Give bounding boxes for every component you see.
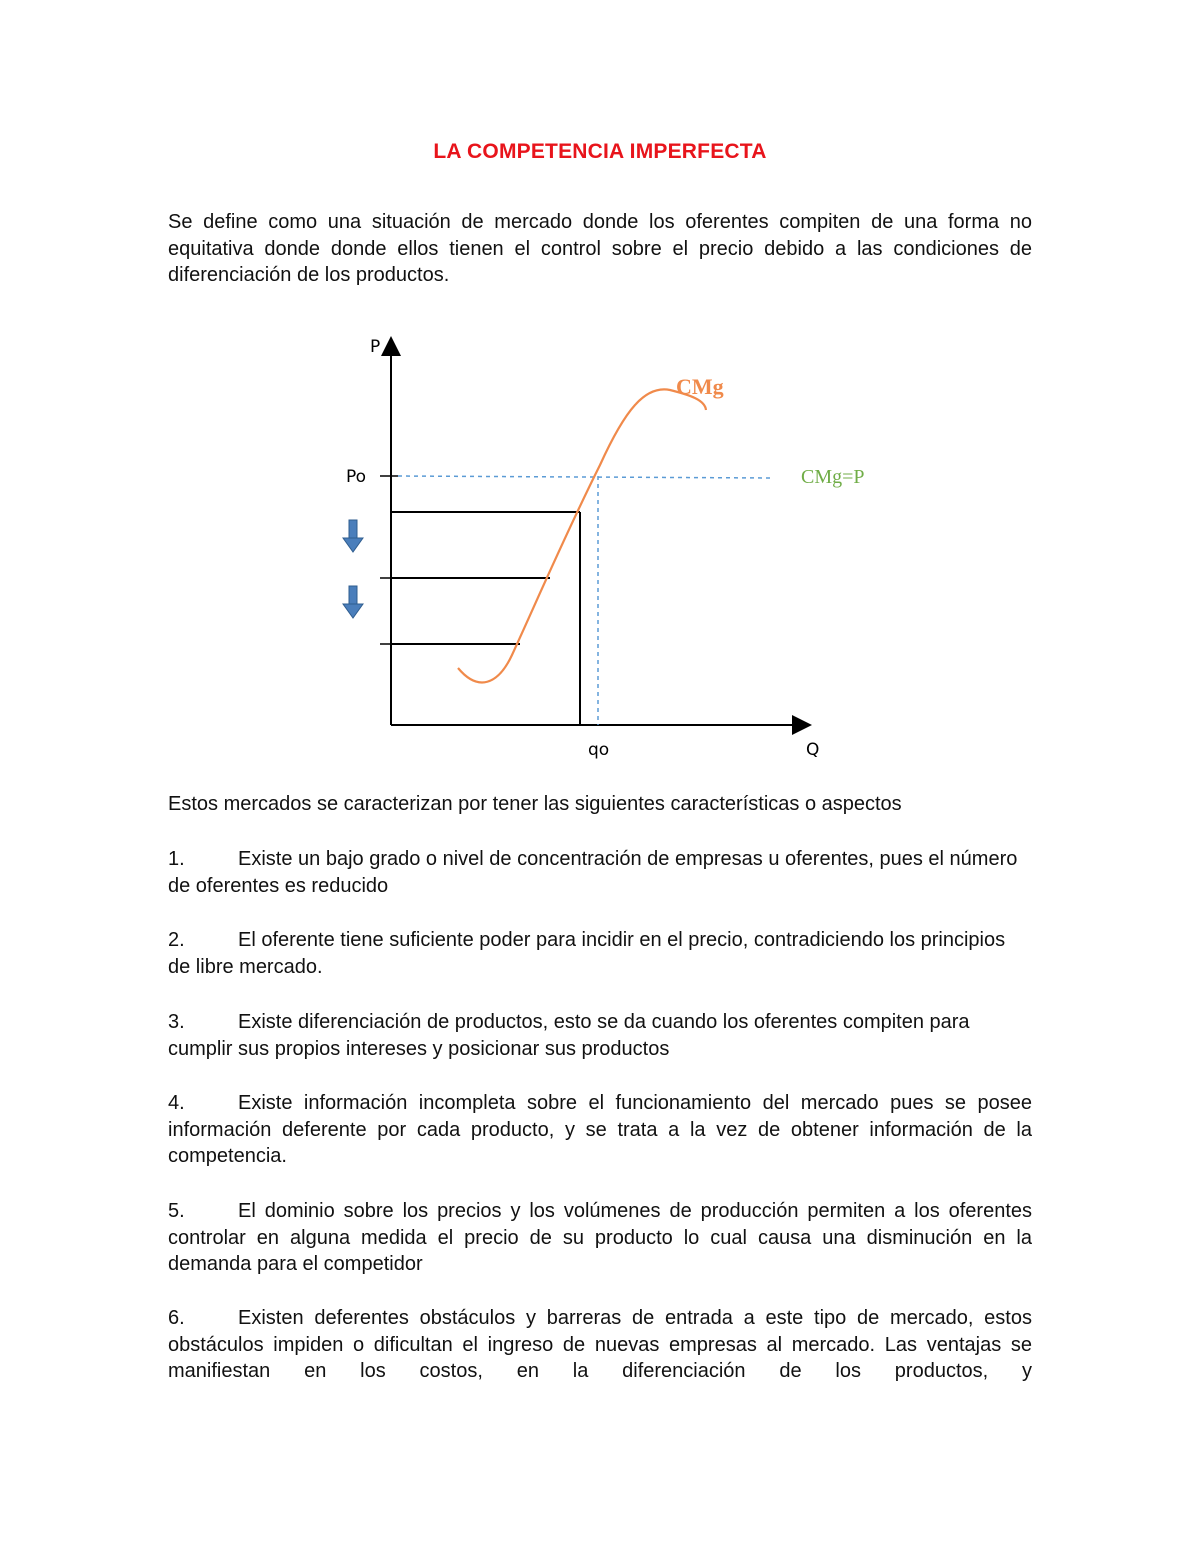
intro-paragraph: Se define como una situación de mercado donde los oferentes compiten de una forma no equitativa donde donde ellos tienen el control sobre el precio debido a las condiciones de diferenciación de los productos. (168, 211, 1032, 286)
list-item-6 (168, 1305, 1032, 1385)
cmg-label: CMg (676, 374, 724, 399)
list-item-4 (168, 1090, 1032, 1170)
down-arrow-1 (343, 520, 363, 552)
list-number: 1. (168, 848, 185, 870)
list-number: 2. (168, 929, 185, 951)
list-text: El dominio sobre los precios y los volúmenes de producción permiten a los oferentes controlar en alguna medida el precio de su producto lo cual causa una disminución en la demanda para el competidor (168, 1200, 1032, 1275)
characteristics-intro: Estos mercados se caracterizan por tener las siguientes características o aspectos (168, 793, 902, 815)
list-text: Existe diferenciación de productos, esto se da cuando los oferentes compiten para cumplir sus propios intereses y posicionar sus productos (168, 1011, 970, 1060)
list-item-3 (168, 1009, 1032, 1062)
cmg-equals-p-label: CMg=P (801, 466, 865, 488)
y-axis-label: P (370, 337, 381, 357)
x-axis-label: Q (806, 740, 820, 760)
list-item-1 (168, 846, 1032, 899)
document-title: LA COMPETENCIA IMPERFECTA (433, 140, 767, 163)
list-item-5 (168, 1198, 1032, 1278)
list-text: Existe información incompleta sobre el funcionamiento del mercado pues se posee información deferente por cada producto, y se trata a la vez de obtener información de la competencia. (168, 1092, 1032, 1167)
price-label: Po (346, 467, 367, 487)
list-text: El oferente tiene suficiente poder para incidir en el precio, contradiciendo los principios de libre mercado. (168, 929, 1006, 978)
list-text: Existen deferentes obstáculos y barreras de entrada a este tipo de mercado, estos obstáculos impiden o dificultan el ingreso de nuevas empresas al mercado. Las ventajas se manifiestan en los costos, en la diferenciación de los productos, y (168, 1307, 1032, 1382)
quantity-label: qo (588, 740, 610, 760)
list-number: 5. (168, 1200, 185, 1222)
list-number: 4. (168, 1092, 185, 1114)
list-text: Existe un bajo grado o nivel de concentración de empresas u oferentes, pues el número de oferentes es reducido (168, 848, 1018, 897)
list-number: 3. (168, 1011, 185, 1033)
list-number: 6. (168, 1307, 185, 1329)
price-dashed-line (398, 476, 770, 478)
down-arrow-2 (343, 586, 363, 618)
list-item-2 (168, 927, 1032, 980)
cmg-curve (458, 389, 706, 682)
